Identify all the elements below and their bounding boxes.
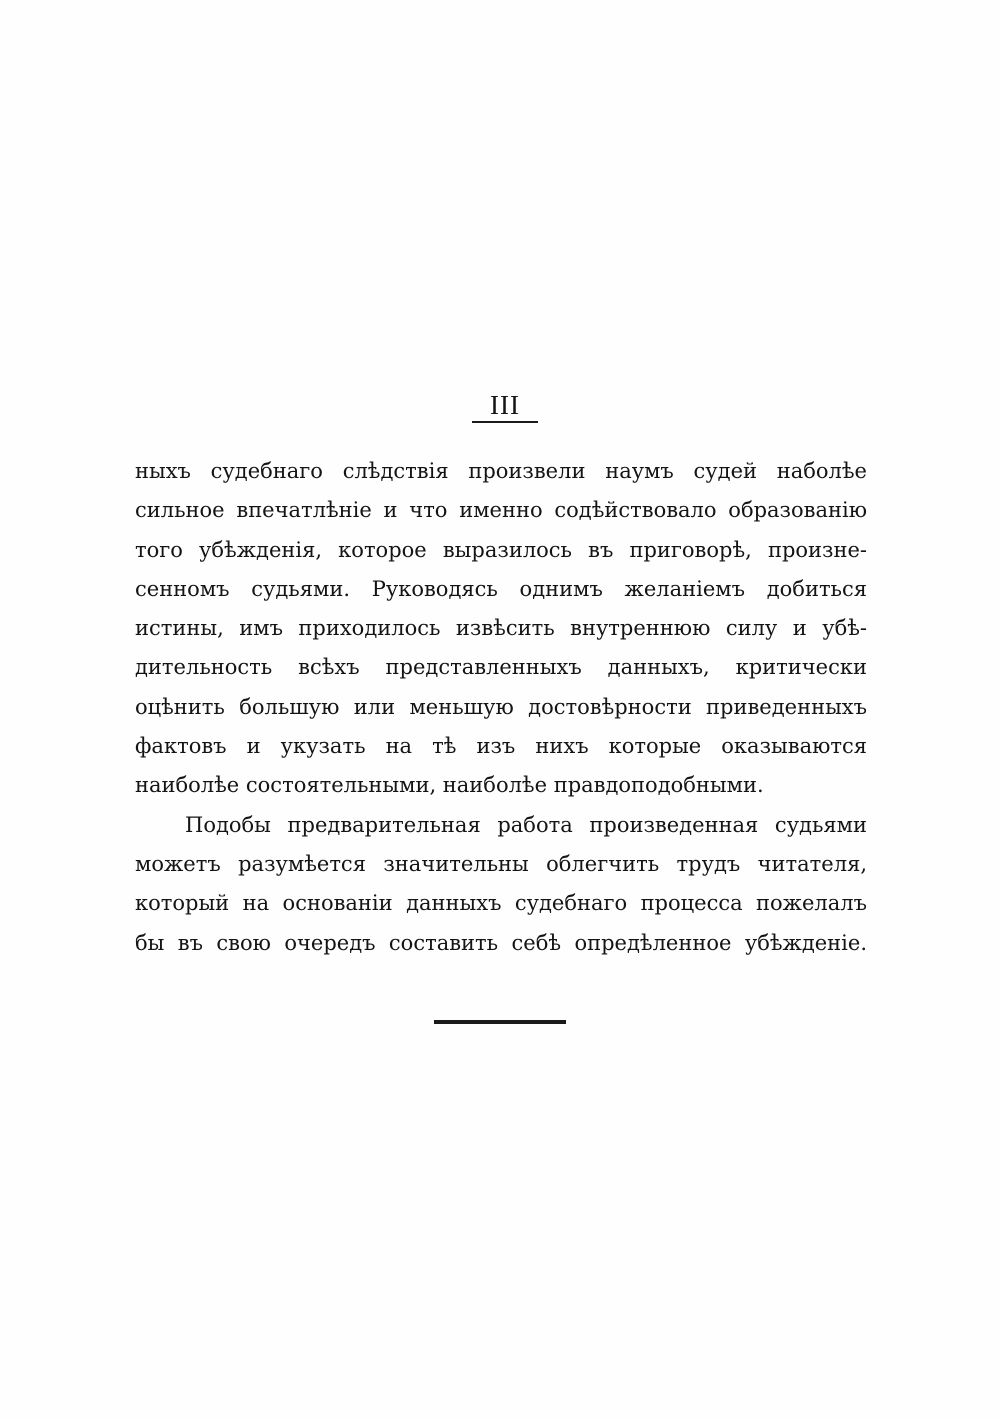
text-line: бы въ свою очередъ составить себѣ опредѣленное убѣжденіе. bbox=[135, 930, 867, 955]
text-line: ныхъ судебнаго слѣдствія произвели наумъ судей наболѣе bbox=[135, 459, 867, 483]
page-number-underline bbox=[472, 421, 538, 423]
text-line: можетъ разумѣется значительны облегчить трудъ читателя, bbox=[135, 851, 867, 876]
paragraph-1 bbox=[135, 452, 867, 806]
page-number: III bbox=[490, 390, 520, 420]
paragraph-2 bbox=[135, 806, 867, 963]
text-line: оцѣнить большую или меньшую достовѣрности приведенныхъ bbox=[135, 694, 867, 719]
text-line: сильное впечатлѣніе и что именно содѣйствовало образованію bbox=[135, 498, 867, 523]
text-line: который на основаніи данныхъ судебнаго процесса пожелалъ bbox=[135, 891, 867, 916]
text-line: сенномъ судьями. Руководясь однимъ желаніемъ добиться bbox=[135, 576, 867, 601]
text-line: того убѣжденія, которое выразилось въ приговорѣ, произне- bbox=[135, 537, 867, 562]
text-line: Подобы предварительная работа произведенная судьями bbox=[185, 812, 867, 837]
text-line: наиболѣе состоятельными, наиболѣе правдоподобными. bbox=[135, 773, 764, 798]
text-line: фактовъ и укузать на тѣ изъ нихъ которые оказываются bbox=[135, 734, 867, 759]
text-line: истины, имъ приходилось извѣсить внутреннюю силу и убѣ- bbox=[135, 616, 867, 641]
body-text bbox=[135, 452, 867, 963]
text-line: дительность всѣхъ представленныхъ данныхъ, критически bbox=[135, 655, 867, 680]
end-rule bbox=[434, 1020, 566, 1024]
